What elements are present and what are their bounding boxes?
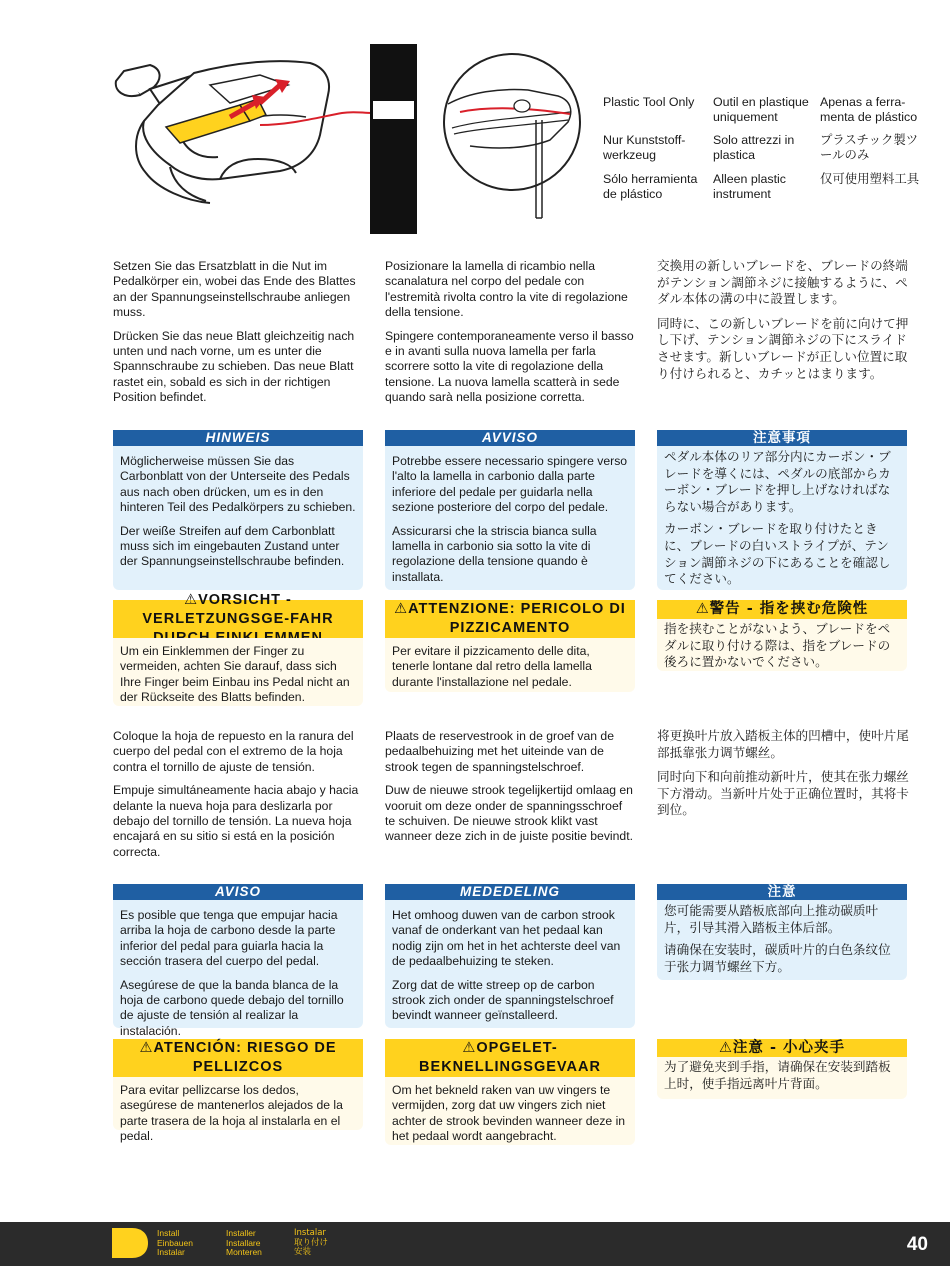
footer-col3-ja: 取り付け bbox=[294, 1237, 329, 1248]
legend-de: Nur Kunststoff-werkzeug bbox=[603, 133, 686, 163]
es-caution-title: ⚠ATENCIÓN: RIESGO DE PELLIZCOS bbox=[113, 1039, 363, 1077]
nl-notice-title: MEDEDELING bbox=[385, 884, 635, 900]
nl-notice-box bbox=[385, 900, 635, 1028]
footer-col3-zh: 安装 bbox=[294, 1247, 312, 1257]
it-p2: Spingere contemporaneamente verso il basso e in avanti sulla nuova lamella per farla scorrere sotto la vite di regolazione della tensione. La nuova lamella scatterà in sede quando sarà nella posizione corretta. bbox=[385, 328, 634, 405]
it-notice-p2: Assicurarsi che la striscia bianca sulla lamella in carbonio sia sotto la vite di regolazione della tensione quando è installata. bbox=[392, 523, 597, 584]
ja-caution-p: 指を挟むことがないよう、ブレードをペダルに取り付ける際は、指をブレードの後ろに置かないでください。 bbox=[664, 621, 891, 670]
footer-col2 bbox=[226, 1229, 262, 1258]
zh-caution-p: 为了避免夹到手指，请确保在安装到踏板上时，使手指远离叶片背面。 bbox=[664, 1059, 891, 1091]
nl-caution-p: Om het bekneld raken van uw vingers te vermijden, zorg dat uw vingers zich niet achter de strook bevinden wanneer deze in het pedaal wordt aangebracht. bbox=[392, 1083, 626, 1144]
zh-notice-title: 注意 bbox=[657, 884, 907, 900]
de-p1: Setzen Sie das Ersatzblatt in die Nut im Pedalkörper ein, wobei das Ende des Blattes an der Spannungseinstellschraube anliegen muss. bbox=[113, 259, 356, 320]
legend-es: Sólo herramienta de plástico bbox=[603, 172, 698, 202]
ja-body bbox=[657, 258, 909, 382]
ja-p2: 同時に、この新しいブレードを前に向けて押し下げ、テンション調節ネジの下にスライドさせます。新しいブレードが正しい位置に取り付けられると、カチッとはまります。 bbox=[657, 315, 909, 381]
footer-col1-es: Instalar bbox=[157, 1247, 185, 1257]
zh-caution-title: ⚠注意 - 小心夹手 bbox=[657, 1039, 907, 1057]
it-caution-p: Per evitare il pizzicamento delle dita, tenerle lontane dal retro della lamella durante l'installazione nel pedale. bbox=[392, 644, 592, 689]
es-notice-title: AVISO bbox=[113, 884, 363, 900]
it-p1: Posizionare la lamella di ricambio nella scanalatura nel corpo del pedale con l'estremità rivolta contro la vite di regolazione della tensione. bbox=[385, 259, 628, 320]
detail-circle-illustration bbox=[440, 50, 590, 230]
footer-col2-it: Installare bbox=[226, 1237, 261, 1248]
legend-nl: Alleen plastic instrument bbox=[713, 172, 787, 202]
footer-col1-de: Einbauen bbox=[157, 1237, 193, 1248]
ja-notice-p1: ペダル本体のリア部分内にカーボン・ブレードを導くには、ペダルの底部からカーボン・ブレードを押し上げなければならない場合があります。 bbox=[664, 449, 891, 514]
page-number: 40 bbox=[906, 1234, 928, 1255]
it-body bbox=[385, 259, 635, 414]
es-p2: Empuje simultáneamente hacia abajo y hacia delante la nueva hoja para deslizarla por debajo del tornillo de tensión. La nueva hoja encajará en su sitio si está en la posición correcta. bbox=[113, 783, 359, 859]
it-notice-box bbox=[385, 446, 635, 590]
de-caution-p: Um ein Einklemmen der Finger zu vermeiden, achten Sie darauf, dass sich Ihre Finger beim Einbau ins Pedal nicht an der Rückseite des Blatts befinden. bbox=[120, 644, 350, 705]
ja-caution-box bbox=[657, 619, 907, 671]
pedal-illustration bbox=[110, 55, 375, 215]
carbon-blade-strip bbox=[370, 44, 417, 234]
de-notice-box bbox=[113, 446, 363, 590]
zh-notice-box bbox=[657, 900, 907, 980]
zh-body bbox=[657, 728, 909, 819]
nl-p2: Duw de nieuwe strook tegelijkertijd omlaag en vooruit om deze onder de spanningsschroef te schuiven. De nieuwe strook klikt vast wanneer deze zich in de juiste positie bevindt. bbox=[385, 783, 633, 844]
es-caution-p: Para evitar pellizcarse los dedos, asegúrese de mantenerlos alejados de la parte trasera de la hoja al instalarla en el pedal. bbox=[120, 1083, 343, 1144]
de-notice-p2: Der weiße Streifen auf dem Carbonblatt muss sich im eingebauten Zustand unter der Spannungseinstellschraube befinden. bbox=[120, 523, 345, 569]
de-notice-p1: Möglicherweise müssen Sie das Carbonblatt von der Unterseite des Pedals aus nach oben drücken, um es in den hinteren Teil des Pedalkörpers zu schieben. bbox=[120, 454, 356, 515]
legend-pt: Apenas a ferra-menta de plástico bbox=[820, 95, 918, 125]
de-body bbox=[113, 259, 363, 414]
de-caution-box bbox=[113, 638, 363, 706]
zh-caution-box bbox=[657, 1057, 907, 1099]
ja-notice-title: 注意事項 bbox=[657, 430, 907, 446]
footer-col3 bbox=[294, 1229, 328, 1258]
footer-col2-fr: Installer bbox=[226, 1228, 256, 1238]
ja-p1: 交換用の新しいブレードを、ブレードの終端がテンション調節ネジに接触するように、ペダル本体の溝の中に設置します。 bbox=[657, 258, 908, 307]
ja-notice-box bbox=[657, 446, 907, 590]
legend-zh: 仅可使用塑料工具 bbox=[820, 171, 920, 186]
ja-caution-title: ⚠警告 - 指を挟む危険性 bbox=[657, 600, 907, 619]
de-p2: Drücken Sie das neue Blatt gleichzeitig nach unten und nach vorne, um es unter die Spannschraube zu schieben. Das neue Blatt rastet ein, sobald es sich in der richtigen Position befindet. bbox=[113, 328, 355, 405]
legend-fr: Outil en plastique uniquement bbox=[713, 95, 809, 125]
de-caution-title: ⚠VORSICHT - VERLETZUNGSGE-FAHR bbox=[113, 600, 363, 638]
nl-caution-box bbox=[385, 1077, 635, 1145]
it-notice-p1: Potrebbe essere necessario spingere verso l'alto la lamella in carbonio dalla parte inferiore del pedale per guidarla nella sezione posteriore del corpo del pedale. bbox=[392, 454, 628, 515]
legend-en: Plastic Tool Only bbox=[603, 95, 695, 109]
de-notice-title: HINWEIS bbox=[113, 430, 363, 446]
zh-notice-p1: 您可能需要从踏板底部向上推动碳质叶片，引导其滑入踏板主体后部。 bbox=[664, 903, 879, 935]
it-caution-box bbox=[385, 638, 635, 692]
zh-p1: 将更换叶片放入踏板主体的凹槽中，使叶片尾部抵靠张力调节螺丝。 bbox=[657, 728, 909, 760]
nl-caution-title: ⚠OPGELET-BEKNELLINGSGEVAAR bbox=[385, 1039, 635, 1077]
es-caution-box bbox=[113, 1077, 363, 1144]
es-notice-p1: Es posible que tenga que empujar hacia arriba la hoja de carbono desde la parte inferior del pedal para guiarla hacia la sección trasera del cuerpo del pedal. bbox=[120, 908, 338, 969]
legend-it: Solo attrezzi in plastica bbox=[713, 133, 795, 163]
es-p1: Coloque la hoja de repuesto en la ranura del cuerpo del pedal con el extremo de la hoja contra el tornillo de ajuste de tensión. bbox=[113, 729, 354, 774]
es-notice-p2: Asegúrese de que la banda blanca de la hoja de carbono quede debajo del tornillo de ajuste de tensión al realizar la instalación. bbox=[120, 977, 344, 1038]
nl-notice-p2: Zorg dat de witte streep op de carbon strook zich onder de spanningstelschroef bevindt wanneer geïnstalleerd. bbox=[392, 977, 614, 1023]
nl-notice-p1: Het omhoog duwen van de carbon strook vanaf de onderkant van het pedaal kan nodig zijn om het in het achterste deel van de pedaalbehuizing te steken. bbox=[392, 908, 621, 969]
footer-col2-nl: Monteren bbox=[226, 1247, 262, 1257]
it-notice-title: AVVISO bbox=[385, 430, 635, 446]
es-body bbox=[113, 729, 363, 868]
es-notice-box bbox=[113, 900, 363, 1038]
nl-p1: Plaats de reservestrook in de groef van de pedaalbehuizing met het uiteinde van de strook tegen de spanningstelschroef. bbox=[385, 729, 614, 774]
footer-col1-en: Install bbox=[157, 1228, 180, 1238]
section-tab-icon bbox=[112, 1228, 148, 1258]
legend-ja: プラスチック製ツールのみ bbox=[820, 132, 919, 163]
footer-col1 bbox=[157, 1229, 193, 1258]
nl-body bbox=[385, 729, 635, 853]
footer-col3-pt: Instalar bbox=[294, 1228, 326, 1238]
ja-notice-p2: カーボン・ブレードを取り付けたときに、ブレードの白いストライプが、テンション調節ネジの下にあることを確認してください。 bbox=[664, 521, 891, 587]
it-caution-title: ⚠ATTENZIONE: PERICOLO DI PIZZICAMENTO bbox=[385, 600, 635, 638]
zh-p2: 同时向下和向前推动新叶片，使其在张力螺丝下方滑动。当新叶片处于正确位置时，其将卡到位。 bbox=[657, 769, 909, 818]
zh-notice-p2: 请确保在安装时，碳质叶片的白色条纹位于张力调节螺丝下方。 bbox=[664, 942, 891, 974]
